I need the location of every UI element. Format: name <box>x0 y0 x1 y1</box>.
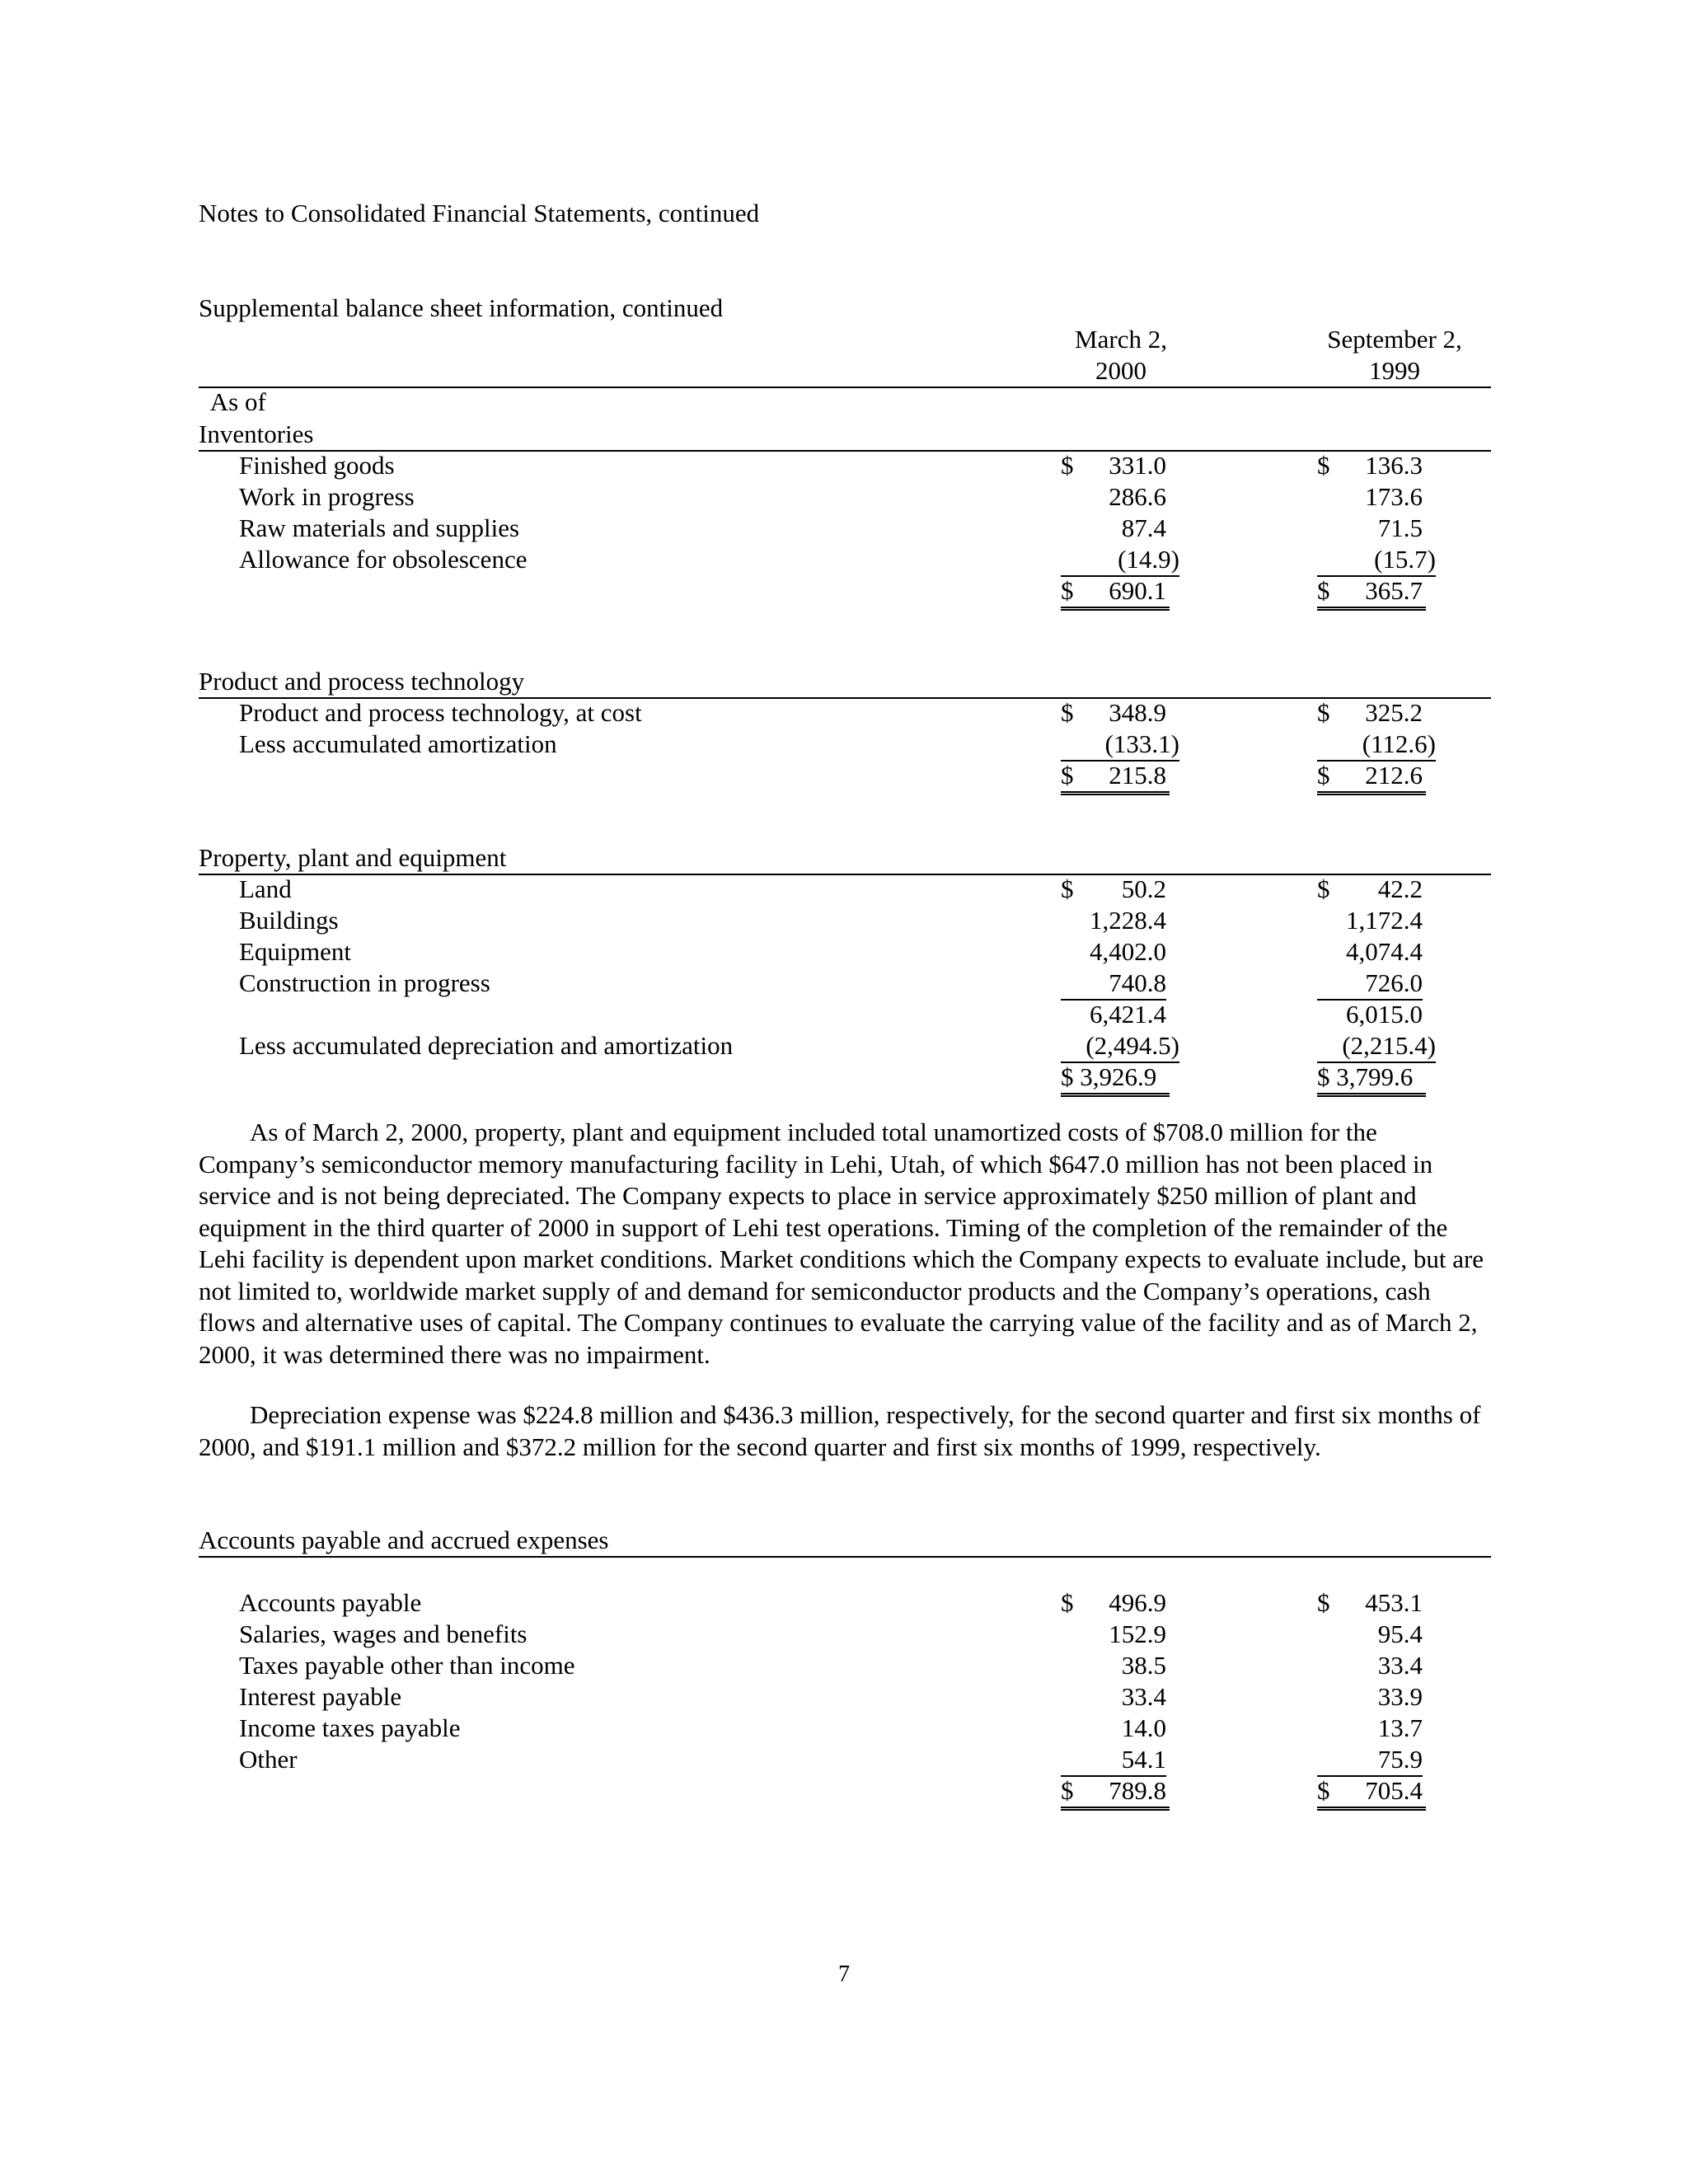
column-header-march-line1: March 2, <box>1075 325 1167 354</box>
total-cell: $ 3,799.6 <box>1317 1062 1426 1097</box>
value-cell: 4,074.4 <box>1346 937 1423 966</box>
row-label: Buildings <box>239 906 339 935</box>
dollar-sign: $ <box>1061 874 1074 903</box>
value-cell: (112.6) <box>1317 729 1436 762</box>
dollar-sign: $ <box>1061 1588 1074 1617</box>
value-cell: 1,228.4 <box>1090 906 1166 935</box>
value-cell: 173.6 <box>1365 482 1423 511</box>
column-header-march-line2: 2000 <box>1095 356 1146 385</box>
value-cell: 33.4 <box>1377 1651 1423 1680</box>
value-cell: 453.1 <box>1365 1588 1423 1617</box>
total-cell: $ 789.8 <box>1061 1775 1170 1811</box>
section-title: Supplemental balance sheet information, continued <box>199 293 724 322</box>
value-cell: 496.9 <box>1109 1588 1166 1617</box>
row-label: Salaries, wages and benefits <box>239 1619 528 1648</box>
row-label: Other <box>239 1745 298 1774</box>
value-cell: 348.9 <box>1109 698 1166 727</box>
value-cell: 42.2 <box>1377 874 1423 903</box>
value-cell: 740.8 <box>1061 968 1166 1001</box>
subtotal-cell: 6,015.0 <box>1346 1000 1423 1029</box>
value-cell: 33.9 <box>1377 1682 1423 1711</box>
as-of-label: As of <box>209 387 266 416</box>
row-label: Accounts payable <box>239 1588 422 1617</box>
total-cell: $ 365.7 <box>1317 575 1426 611</box>
value-cell: 87.4 <box>1121 513 1166 542</box>
dollar-sign: $ <box>1061 698 1074 727</box>
paragraph-lehi-facility: As of March 2, 2000, property, plant and equipment included total unamortized costs of $708.0 million for the Company’s semiconductor memory manufacturing facility in Lehi, Utah, of which $647.0 million has not been placed in service and is not being depreciated. The Company expects to place in service approximately $250 million of plant and equipment in the third quarter of 2000 in support of Lehi test operations. Timing of the completion of the remainder of the Lehi facility is dependent upon market conditions. Market conditions which the Company expects to evaluate include, but are not limited to, worldwide market supply of and demand for semiconductor products and the Company’s operations, cash flows and alternative uses of capital. The Company continues to evaluate the carrying value of the facility and as of March 2, 2000, it was determined there was no impairment. <box>199 1118 1484 1369</box>
value-cell: 54.1 <box>1061 1744 1166 1777</box>
value-cell: 14.0 <box>1121 1713 1166 1742</box>
value-cell: 331.0 <box>1109 451 1166 480</box>
value-cell: 1,172.4 <box>1346 906 1423 935</box>
as-of-header-row <box>199 355 1491 416</box>
row-label: Interest payable <box>239 1682 402 1711</box>
total-cell: $ 705.4 <box>1317 1775 1426 1811</box>
value-cell: (2,494.5) <box>1061 1030 1179 1063</box>
row-label: Raw materials and supplies <box>239 513 520 542</box>
value-cell: 38.5 <box>1121 1651 1166 1680</box>
row-label: Finished goods <box>239 451 395 480</box>
value-cell: (14.9) <box>1061 544 1179 577</box>
row-label: Construction in progress <box>239 968 490 997</box>
total-cell: $ 212.6 <box>1317 760 1426 795</box>
value-cell: 71.5 <box>1377 513 1423 542</box>
row-label: Less accumulated amortization <box>239 729 557 758</box>
row-label: Less accumulated depreciation and amortization <box>239 1031 734 1060</box>
value-cell: (133.1) <box>1061 729 1179 762</box>
total-cell: $ 3,926.9 <box>1061 1062 1170 1097</box>
value-cell: 13.7 <box>1377 1713 1423 1742</box>
dollar-sign: $ <box>1317 451 1330 480</box>
dollar-sign: $ <box>1317 874 1330 903</box>
row-label: Income taxes payable <box>239 1713 461 1742</box>
value-cell: (15.7) <box>1317 544 1436 577</box>
row-label: Equipment <box>239 937 352 966</box>
technology-heading: Product and process technology <box>199 666 1491 699</box>
row-label: Product and process technology, at cost <box>239 698 642 727</box>
paragraph-depreciation: Depreciation expense was $224.8 million and $436.3 million, respectively, for the second quarter and first six months of 2000, and $191.1 million and $372.2 million for the second quarter and first six months of 1999, respectively. <box>199 1400 1481 1461</box>
dollar-sign: $ <box>1061 451 1074 480</box>
value-cell: 325.2 <box>1365 698 1423 727</box>
page-number: 7 <box>838 1961 850 1987</box>
value-cell: 152.9 <box>1109 1619 1166 1648</box>
value-cell: 75.9 <box>1317 1744 1423 1777</box>
total-cell: $ 215.8 <box>1061 760 1170 795</box>
row-label: Work in progress <box>239 482 415 511</box>
value-cell: 136.3 <box>1365 451 1423 480</box>
column-header-september-line2: 1999 <box>1369 356 1420 385</box>
total-cell: $ 690.1 <box>1061 575 1170 611</box>
dollar-sign: $ <box>1317 1588 1330 1617</box>
ppe-heading: Property, plant and equipment <box>199 842 1491 875</box>
document-header: Notes to Consolidated Financial Statements, continued <box>199 199 760 227</box>
value-cell: 95.4 <box>1377 1619 1423 1648</box>
value-cell: 50.2 <box>1121 874 1166 903</box>
column-header-september-line1: September 2, <box>1327 325 1462 354</box>
value-cell: 286.6 <box>1109 482 1166 511</box>
value-cell: 33.4 <box>1121 1682 1166 1711</box>
payables-heading: Accounts payable and accrued expenses <box>199 1525 1491 1558</box>
dollar-sign: $ <box>1317 698 1330 727</box>
row-label: Allowance for obsolescence <box>239 545 528 574</box>
row-label: Land <box>239 874 292 903</box>
inventories-heading: Inventories <box>199 419 1491 452</box>
row-label: Taxes payable other than income <box>239 1651 575 1680</box>
value-cell: 4,402.0 <box>1090 937 1166 966</box>
value-cell: (2,215.4) <box>1317 1030 1436 1063</box>
value-cell: 726.0 <box>1317 968 1423 1001</box>
subtotal-cell: 6,421.4 <box>1090 1000 1166 1029</box>
